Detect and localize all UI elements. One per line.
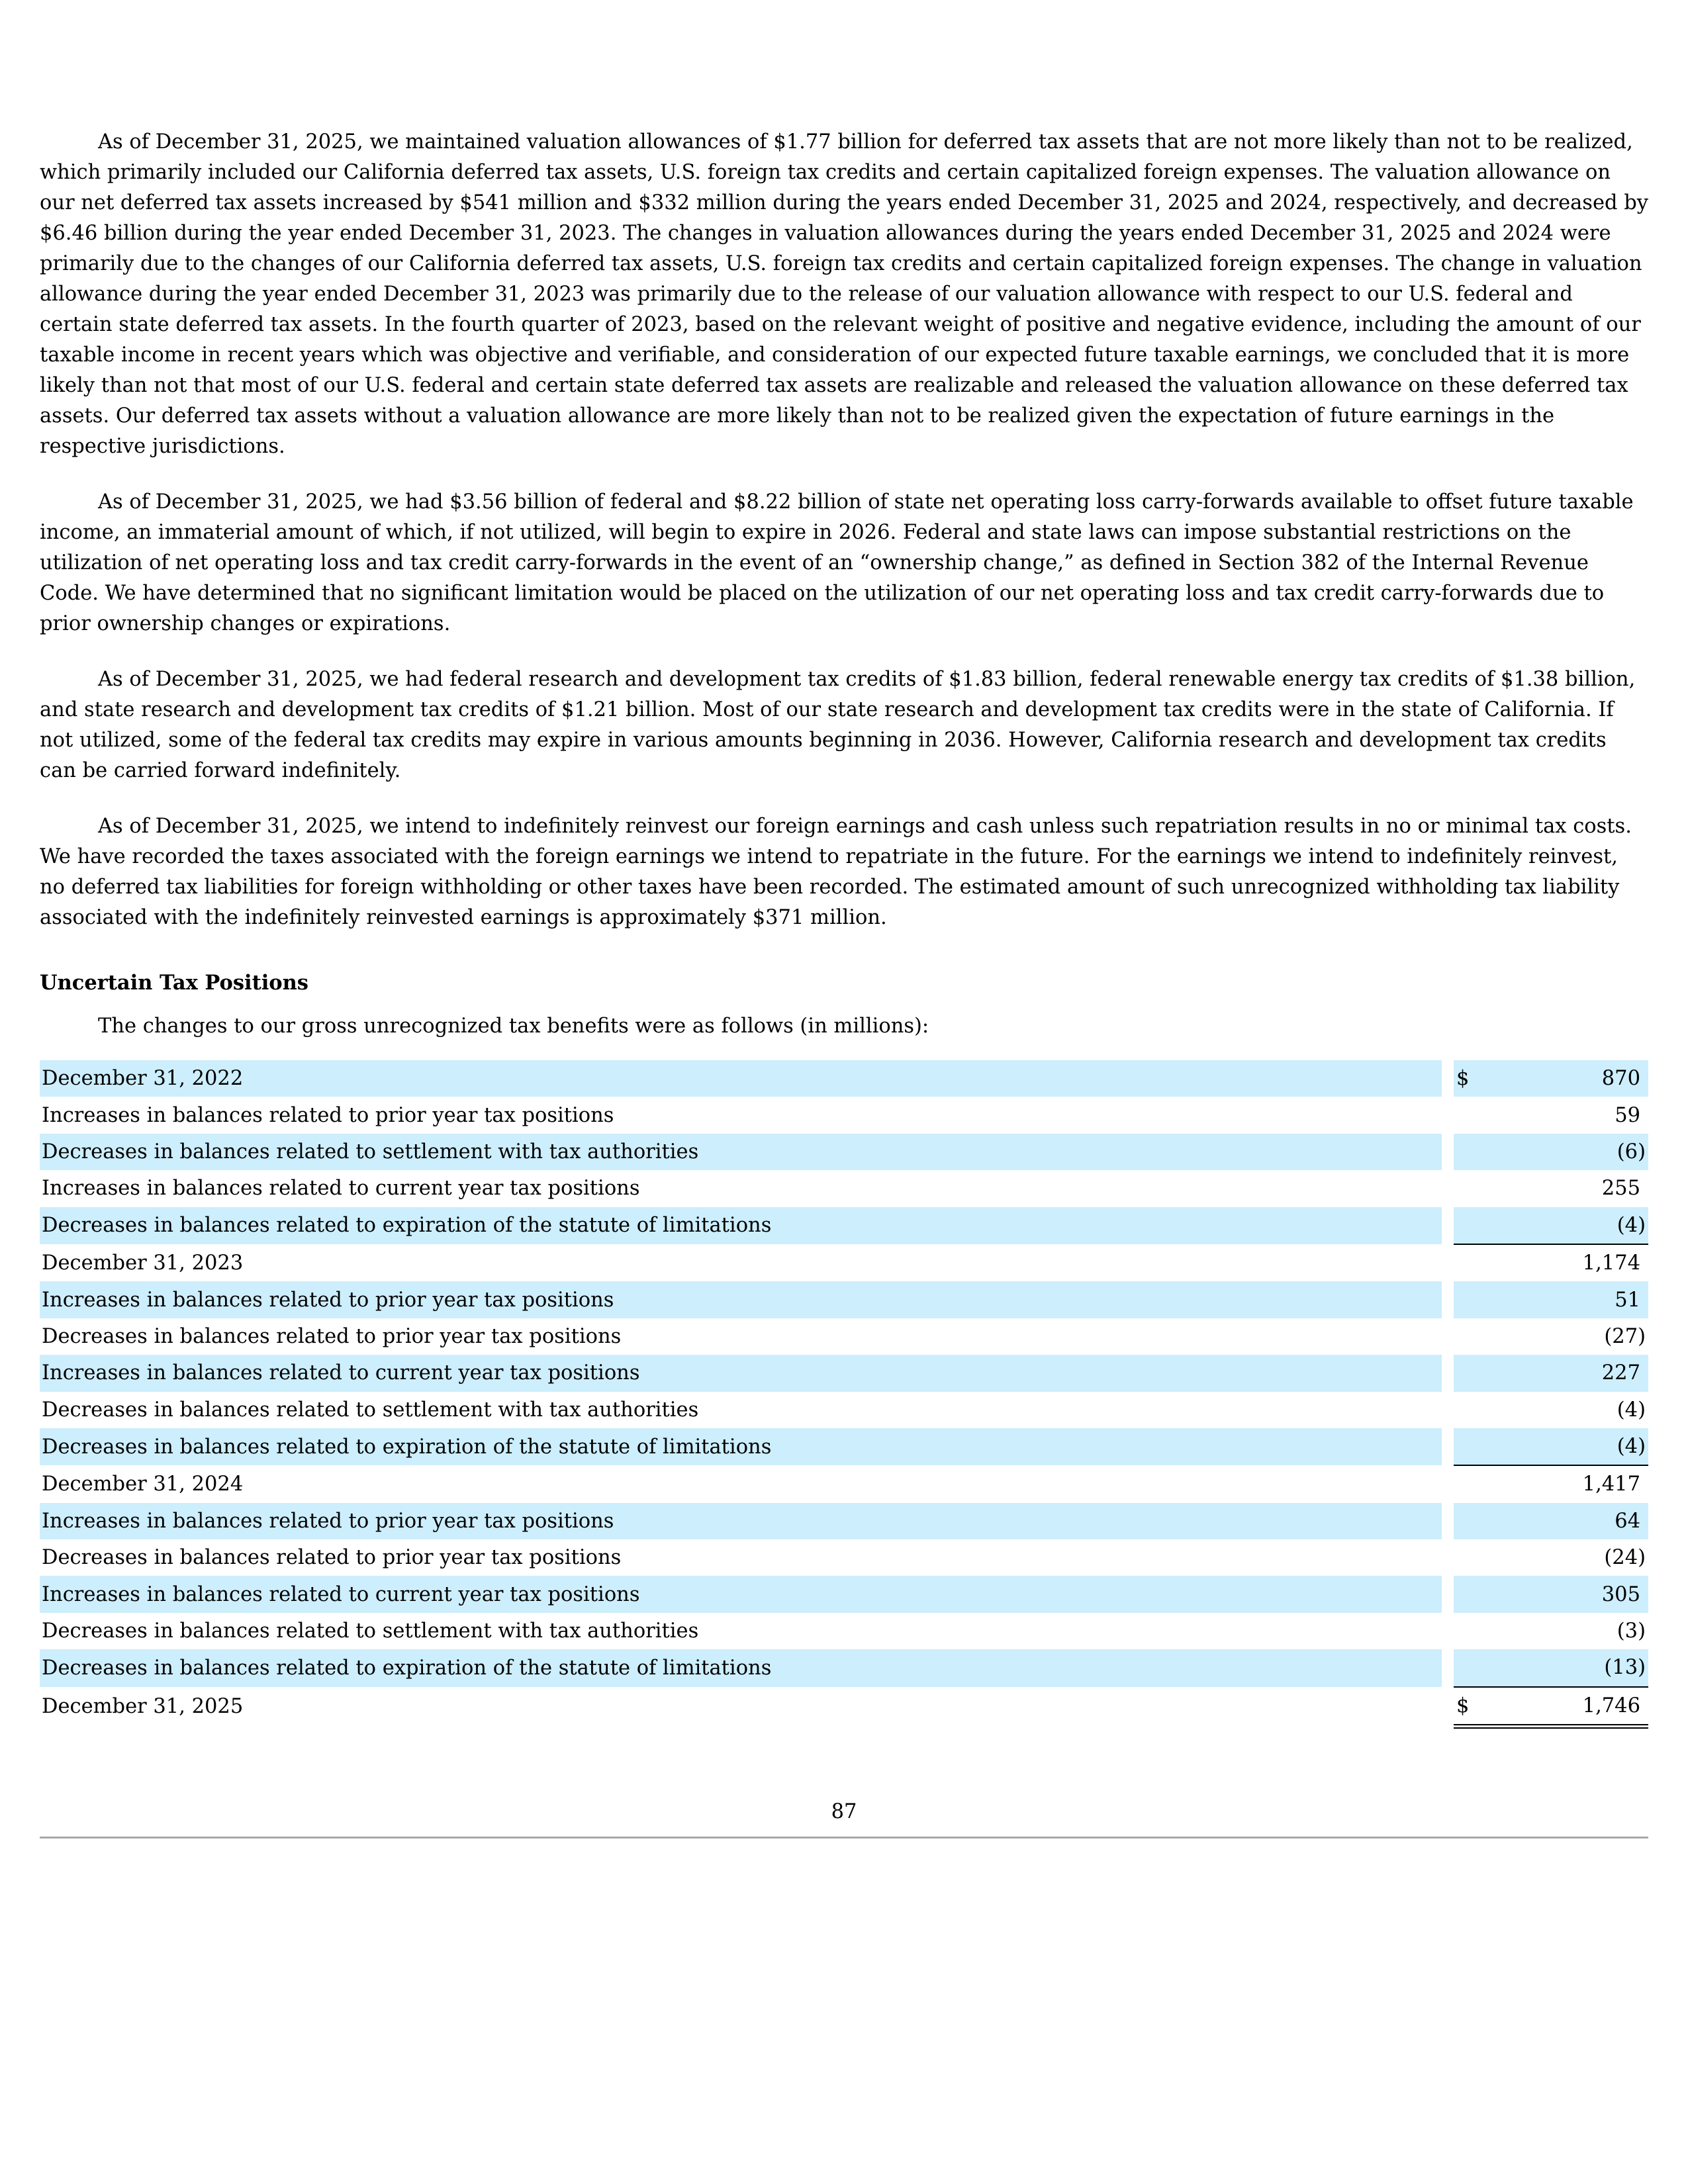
table-row <box>40 1503 1648 1539</box>
paragraph-net-operating-loss: As of December 31, 2025, we had $3.56 billion of federal and $8.22 billion of state net operating loss carry-forwards available to offset future taxable income, an immaterial amount of which, if not utilized, will begin to expire in 2026. Federal and state laws can impose substantial restrictions on the utilization of net operating loss and tax credit carry-forwards in the event of an “ownership change,” as defined in Section 382 of the Internal Revenue Code. We have determined that no significant limitation would be placed on the utilization of our net operating loss and tax credit carry-forwards due to prior ownership changes or expirations. <box>40 490 1634 635</box>
table-row <box>40 1244 1648 1281</box>
currency-symbol <box>1454 1170 1476 1206</box>
amount-value: (24) <box>1604 1546 1646 1570</box>
amount-value: 870 <box>1601 1067 1640 1091</box>
column-gap <box>1442 1134 1454 1170</box>
currency-symbol <box>1454 1355 1476 1391</box>
row-amount <box>1476 1281 1648 1318</box>
amount-value: 51 <box>1615 1288 1640 1312</box>
amount-value: 59 <box>1615 1103 1640 1127</box>
table-row <box>40 1281 1648 1318</box>
column-gap <box>1442 1687 1454 1727</box>
table-row <box>40 1392 1648 1428</box>
column-gap <box>1442 1539 1454 1576</box>
table-row <box>40 1318 1648 1355</box>
table-row <box>40 1207 1648 1244</box>
column-gap <box>1442 1060 1454 1097</box>
table-row <box>40 1687 1648 1727</box>
amount-value: 1,746 <box>1582 1694 1640 1717</box>
row-label: December 31, 2024 <box>42 1472 244 1496</box>
table-row <box>40 1465 1648 1502</box>
row-label: Decreases in balances related to prior year tax positions <box>42 1324 622 1348</box>
amount-value: 255 <box>1601 1177 1640 1201</box>
table-row <box>40 1539 1648 1576</box>
column-gap <box>1442 1503 1454 1539</box>
row-amount <box>1476 1687 1648 1727</box>
row-amount <box>1476 1355 1648 1391</box>
column-gap <box>1442 1244 1454 1281</box>
row-label: Increases in balances related to current year tax positions <box>40 1355 1442 1391</box>
row-label: Increases in balances related to prior year tax positions <box>40 1281 1442 1318</box>
row-label: December 31, 2022 <box>40 1060 1442 1097</box>
table-row <box>40 1097 1648 1133</box>
row-amount <box>1476 1428 1648 1465</box>
row-amount <box>1476 1539 1648 1576</box>
row-amount <box>1476 1649 1648 1686</box>
currency-symbol <box>1454 1392 1476 1428</box>
row-amount <box>1476 1465 1648 1502</box>
amount-value: (4) <box>1617 1213 1646 1237</box>
column-gap <box>1442 1649 1454 1686</box>
column-gap <box>1442 1428 1454 1465</box>
unrecognized-tax-benefits-table <box>40 1060 1648 1729</box>
column-gap <box>1442 1170 1454 1206</box>
table-row <box>40 1428 1648 1465</box>
currency-symbol <box>1454 1649 1476 1686</box>
row-label: Increases in balances related to current year tax positions <box>42 1177 640 1201</box>
amount-value: (4) <box>1617 1398 1646 1422</box>
row-amount <box>1476 1318 1648 1355</box>
row-label: Decreases in balances related to prior year tax positions <box>42 1546 622 1570</box>
amount-value: (3) <box>1617 1619 1646 1643</box>
row-label: Decreases in balances related to settlement with tax authorities <box>42 1398 699 1422</box>
section-intro: The changes to our gross unrecognized tax benefits were as follows (in millions): <box>98 1015 929 1038</box>
row-label: Decreases in balances related to settlement with tax authorities <box>40 1134 1442 1170</box>
table-row <box>40 1134 1648 1170</box>
row-label: December 31, 2025 <box>42 1695 244 1719</box>
currency-symbol: $ <box>1454 1687 1476 1727</box>
column-gap <box>1442 1355 1454 1391</box>
currency-symbol <box>1454 1428 1476 1465</box>
amount-value: 1,417 <box>1582 1473 1640 1496</box>
currency-symbol <box>1454 1613 1476 1649</box>
currency-symbol <box>1454 1281 1476 1318</box>
currency-symbol <box>1454 1576 1476 1612</box>
section-heading: Uncertain Tax Positions <box>40 971 308 995</box>
currency-symbol <box>1454 1134 1476 1170</box>
currency-symbol <box>1454 1465 1476 1502</box>
footer-divider <box>40 1837 1648 1839</box>
column-gap <box>1442 1207 1454 1244</box>
document-page <box>40 127 1648 1729</box>
column-gap <box>1442 1281 1454 1318</box>
currency-symbol <box>1454 1503 1476 1539</box>
paragraph-valuation-allowance: As of December 31, 2025, we maintained valuation allowances of $1.77 billion for deferred tax assets that are not more likely than not to be realized, which primarily included our California deferred tax assets, U.S. foreign tax credits and certain capitalized foreign expenses. The valuation allowance on our net deferred tax assets increased by $541 million and $332 million during the years ended December 31, 2025 and 2024, respectively, and decreased by $6.46 billion during the year ended December 31, 2023. The changes in valuation allowances during the years ended December 31, 2025 and 2024 were primarily due to the changes of our California deferred tax assets, U.S. foreign tax credits and certain capitalized foreign expenses. The change in valuation allowance during the year ended December 31, 2023 was primarily due to the release of our valuation allowance with respect to our U.S. federal and certain state deferred tax assets. In the fourth quarter of 2023, based on the relevant weight of positive and negative evidence, including the amount of our taxable income in recent years which was objective and verifiable, and consideration of our expected future taxable earnings, we concluded that it is more likely than not that most of our U.S. federal and certain state deferred tax assets are realizable and released the valuation allowance on these deferred tax assets. Our deferred tax assets without a valuation allowance are more likely than not to be realized given the expectation of future earnings in the respective jurisdictions. <box>40 130 1648 458</box>
currency-symbol: $ <box>1454 1060 1476 1097</box>
row-label: Increases in balances related to prior year tax positions <box>42 1103 614 1127</box>
row-amount <box>1476 1576 1648 1612</box>
currency-symbol <box>1454 1318 1476 1355</box>
amount-value: (6) <box>1617 1140 1646 1163</box>
column-gap <box>1442 1465 1454 1502</box>
row-amount <box>1476 1207 1648 1244</box>
row-label: Decreases in balances related to expiration of the statute of limitations <box>40 1428 1442 1465</box>
row-amount <box>1476 1613 1648 1649</box>
table-row <box>40 1576 1648 1612</box>
row-label: Increases in balances related to current year tax positions <box>40 1576 1442 1612</box>
amount-value: (13) <box>1604 1656 1646 1680</box>
currency-symbol <box>1454 1244 1476 1281</box>
page-number: 87 <box>831 1800 857 1823</box>
currency-symbol <box>1454 1097 1476 1133</box>
table-body <box>40 1060 1648 1727</box>
paragraph-tax-credits: As of December 31, 2025, we had federal research and development tax credits of $1.83 billion, federal renewable energy tax credits of $1.38 billion, and state research and development tax credits of $1.21 billion. Most of our state research and development tax credits were in the state of California. If not utilized, some of the federal tax credits may expire in various amounts beginning in 2036. However, California research and development tax credits can be carried forward indefinitely. <box>40 668 1636 782</box>
amount-value: 305 <box>1601 1582 1640 1606</box>
table-row <box>40 1649 1648 1686</box>
paragraph-foreign-earnings: As of December 31, 2025, we intend to indefinitely reinvest our foreign earnings and cash unless such repatriation results in no or minimal tax costs. We have recorded the taxes associated with the foreign earnings we intend to repatriate in the future. For the earnings we intend to indefinitely reinvest, no deferred tax liabilities for foreign withholding or other taxes have been recorded. The estimated amount of such unrecognized withholding tax liability associated with the indefinitely reinvested earnings is approximately $371 million. <box>40 815 1632 929</box>
column-gap <box>1442 1392 1454 1428</box>
column-gap <box>1442 1318 1454 1355</box>
table-row <box>40 1170 1648 1206</box>
row-label: Decreases in balances related to settlement with tax authorities <box>42 1619 699 1643</box>
row-label: Decreases in balances related to expiration of the statute of limitations <box>40 1649 1442 1686</box>
row-amount <box>1476 1134 1648 1170</box>
row-amount <box>1476 1503 1648 1539</box>
column-gap <box>1442 1097 1454 1133</box>
table-row <box>40 1355 1648 1391</box>
amount-value: 227 <box>1601 1361 1640 1385</box>
row-amount <box>1476 1392 1648 1428</box>
table-row <box>40 1060 1648 1097</box>
amount-value: 1,174 <box>1582 1251 1640 1275</box>
column-gap <box>1442 1576 1454 1612</box>
column-gap <box>1442 1613 1454 1649</box>
currency-symbol <box>1454 1207 1476 1244</box>
row-label: Increases in balances related to prior year tax positions <box>40 1503 1442 1539</box>
amount-value: 64 <box>1615 1509 1640 1533</box>
table-row <box>40 1613 1648 1649</box>
row-amount <box>1476 1060 1648 1097</box>
row-amount <box>1476 1097 1648 1133</box>
amount-value: (4) <box>1617 1435 1646 1459</box>
row-amount <box>1476 1244 1648 1281</box>
row-amount <box>1476 1170 1648 1206</box>
currency-symbol <box>1454 1539 1476 1576</box>
row-label: Decreases in balances related to expiration of the statute of limitations <box>40 1207 1442 1244</box>
amount-value: (27) <box>1604 1324 1646 1348</box>
row-label: December 31, 2023 <box>42 1251 244 1275</box>
